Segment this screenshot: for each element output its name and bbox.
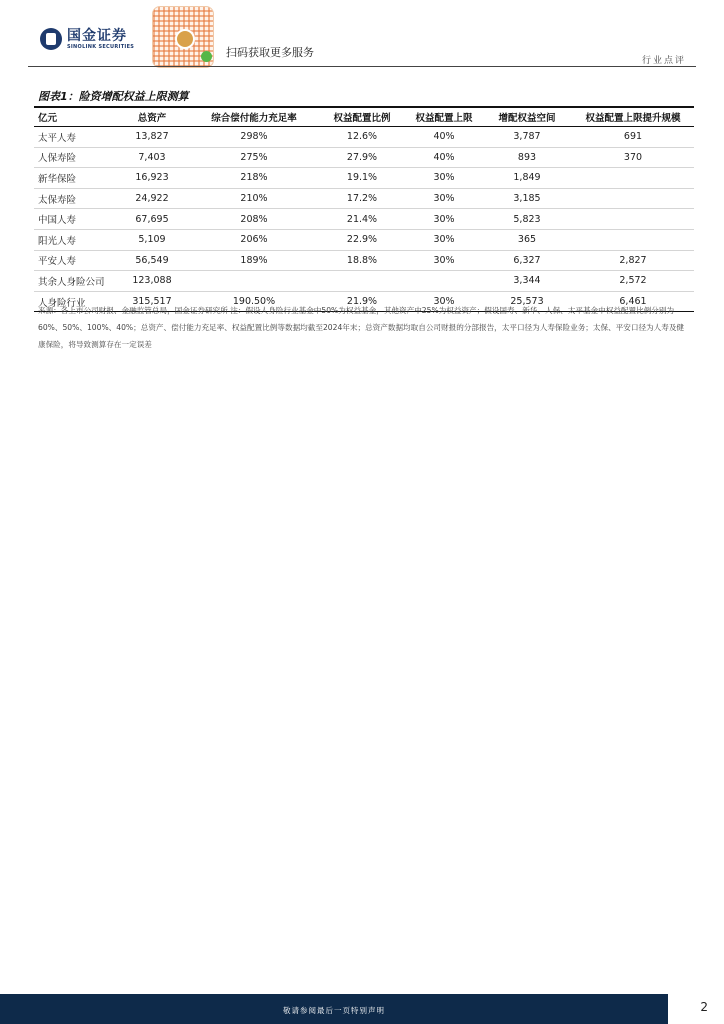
data-cell bbox=[572, 209, 694, 230]
column-header: 亿元 bbox=[38, 113, 58, 124]
data-cell: 3,787 bbox=[482, 127, 572, 148]
row-label-cell: 人身险行业 bbox=[34, 291, 114, 312]
row-label-cell: 平安人寿 bbox=[34, 250, 114, 271]
data-cell: 210% bbox=[190, 188, 318, 209]
data-cell: 315,517 bbox=[114, 291, 190, 312]
data-cell: 30% bbox=[406, 188, 482, 209]
data-cell: 206% bbox=[190, 229, 318, 250]
header-divider bbox=[28, 66, 696, 67]
data-cell: 13,827 bbox=[114, 127, 190, 148]
data-cell bbox=[190, 271, 318, 292]
scan-prompt: 扫码获取更多服务 bbox=[226, 46, 314, 59]
logo-name-cn: 国金证券 bbox=[67, 27, 127, 44]
report-category: 行业点评 bbox=[641, 56, 686, 66]
table-row bbox=[34, 168, 694, 189]
data-cell: 3,185 bbox=[482, 188, 572, 209]
data-cell: 40% bbox=[406, 127, 482, 148]
column-header: 权益配置比例 bbox=[333, 113, 391, 124]
data-cell: 6,461 bbox=[572, 291, 694, 312]
footer-disclaimer: 敬请参阅最后一页特别声明 bbox=[283, 1006, 385, 1015]
data-cell: 189% bbox=[190, 250, 318, 271]
data-cell: 123,088 bbox=[114, 271, 190, 292]
data-cell: 893 bbox=[482, 147, 572, 168]
data-cell: 24,922 bbox=[114, 188, 190, 209]
column-header: 增配权益空间 bbox=[498, 113, 556, 124]
table-row bbox=[34, 229, 694, 250]
data-cell: 190.50% bbox=[190, 291, 318, 312]
data-table-container bbox=[34, 106, 694, 312]
data-cell: 21.4% bbox=[318, 209, 406, 230]
data-cell: 22.9% bbox=[318, 229, 406, 250]
data-cell: 19.1% bbox=[318, 168, 406, 189]
data-cell: 5,109 bbox=[114, 229, 190, 250]
data-cell: 30% bbox=[406, 291, 482, 312]
data-cell: 7,403 bbox=[114, 147, 190, 168]
row-label-cell: 中国人寿 bbox=[34, 209, 114, 230]
page-number: 2 bbox=[700, 1000, 708, 1014]
data-cell: 6,327 bbox=[482, 250, 572, 271]
column-header: 综合偿付能力充足率 bbox=[211, 113, 297, 124]
row-label-cell: 阳光人寿 bbox=[34, 229, 114, 250]
data-cell bbox=[572, 168, 694, 189]
table-row bbox=[34, 147, 694, 168]
data-cell: 208% bbox=[190, 209, 318, 230]
company-logo bbox=[40, 28, 134, 50]
data-cell bbox=[572, 229, 694, 250]
data-cell: 67,695 bbox=[114, 209, 190, 230]
row-label-cell: 新华保险 bbox=[34, 168, 114, 189]
data-cell bbox=[572, 188, 694, 209]
data-cell: 18.8% bbox=[318, 250, 406, 271]
row-label-cell: 人保寿险 bbox=[34, 147, 114, 168]
data-cell: 40% bbox=[406, 147, 482, 168]
data-cell: 298% bbox=[190, 127, 318, 148]
logo-icon bbox=[40, 28, 62, 50]
table-row bbox=[34, 188, 694, 209]
data-cell bbox=[406, 271, 482, 292]
data-cell: 16,923 bbox=[114, 168, 190, 189]
row-label-cell: 其余人身险公司 bbox=[34, 271, 114, 292]
data-cell: 21.9% bbox=[318, 291, 406, 312]
data-cell: 56,549 bbox=[114, 250, 190, 271]
column-header: 权益配置上限提升规模 bbox=[585, 113, 681, 124]
data-cell: 27.9% bbox=[318, 147, 406, 168]
table-row bbox=[34, 271, 694, 292]
data-cell: 30% bbox=[406, 250, 482, 271]
data-cell: 25,573 bbox=[482, 291, 572, 312]
wechat-badge-icon bbox=[201, 51, 212, 62]
data-cell: 1,849 bbox=[482, 168, 572, 189]
data-cell: 30% bbox=[406, 229, 482, 250]
qr-code-icon[interactable] bbox=[152, 6, 214, 68]
figure-title: 图表1：险资增配权益上限测算 bbox=[38, 90, 189, 103]
table-source-notes: 来源：各上市公司财报、金融监管总局，国金证券研究所 注：假设人身险行业基金中50%为权益基金，其他资产中25%为权益资产；假设国寿、新华、人保、太平基金中权益配置比例分别为60%、50%、100%、40%；总资产、偿付能力充足率、权益配置比例等数据均截至2024年末；总资产数据均取自公司财报的分部报告，太平口径为人寿保险业务；太保、平安口径为人寿及健康保险，将导致测算存在一定误差 bbox=[38, 306, 685, 349]
qr-center-logo-icon bbox=[175, 29, 195, 49]
table-body bbox=[34, 127, 694, 312]
data-cell: 365 bbox=[482, 229, 572, 250]
table-row bbox=[34, 250, 694, 271]
data-cell: 275% bbox=[190, 147, 318, 168]
page-header bbox=[0, 0, 724, 70]
table-row bbox=[34, 127, 694, 148]
data-cell: 2,572 bbox=[572, 271, 694, 292]
data-cell: 5,823 bbox=[482, 209, 572, 230]
data-cell: 3,344 bbox=[482, 271, 572, 292]
table-header-row bbox=[34, 107, 694, 127]
row-label-cell: 太保寿险 bbox=[34, 188, 114, 209]
data-cell: 30% bbox=[406, 209, 482, 230]
table-row bbox=[34, 209, 694, 230]
row-label-cell: 太平人寿 bbox=[34, 127, 114, 148]
data-cell: 218% bbox=[190, 168, 318, 189]
data-cell: 30% bbox=[406, 168, 482, 189]
equity-allocation-table bbox=[34, 106, 694, 312]
column-header: 权益配置上限 bbox=[415, 113, 473, 124]
data-cell: 691 bbox=[572, 127, 694, 148]
data-cell: 2,827 bbox=[572, 250, 694, 271]
data-cell: 17.2% bbox=[318, 188, 406, 209]
logo-name-en: SINOLINK SECURITIES bbox=[67, 43, 135, 50]
data-cell: 12.6% bbox=[318, 127, 406, 148]
data-cell bbox=[318, 271, 406, 292]
column-header: 总资产 bbox=[137, 113, 167, 124]
data-cell: 370 bbox=[572, 147, 694, 168]
